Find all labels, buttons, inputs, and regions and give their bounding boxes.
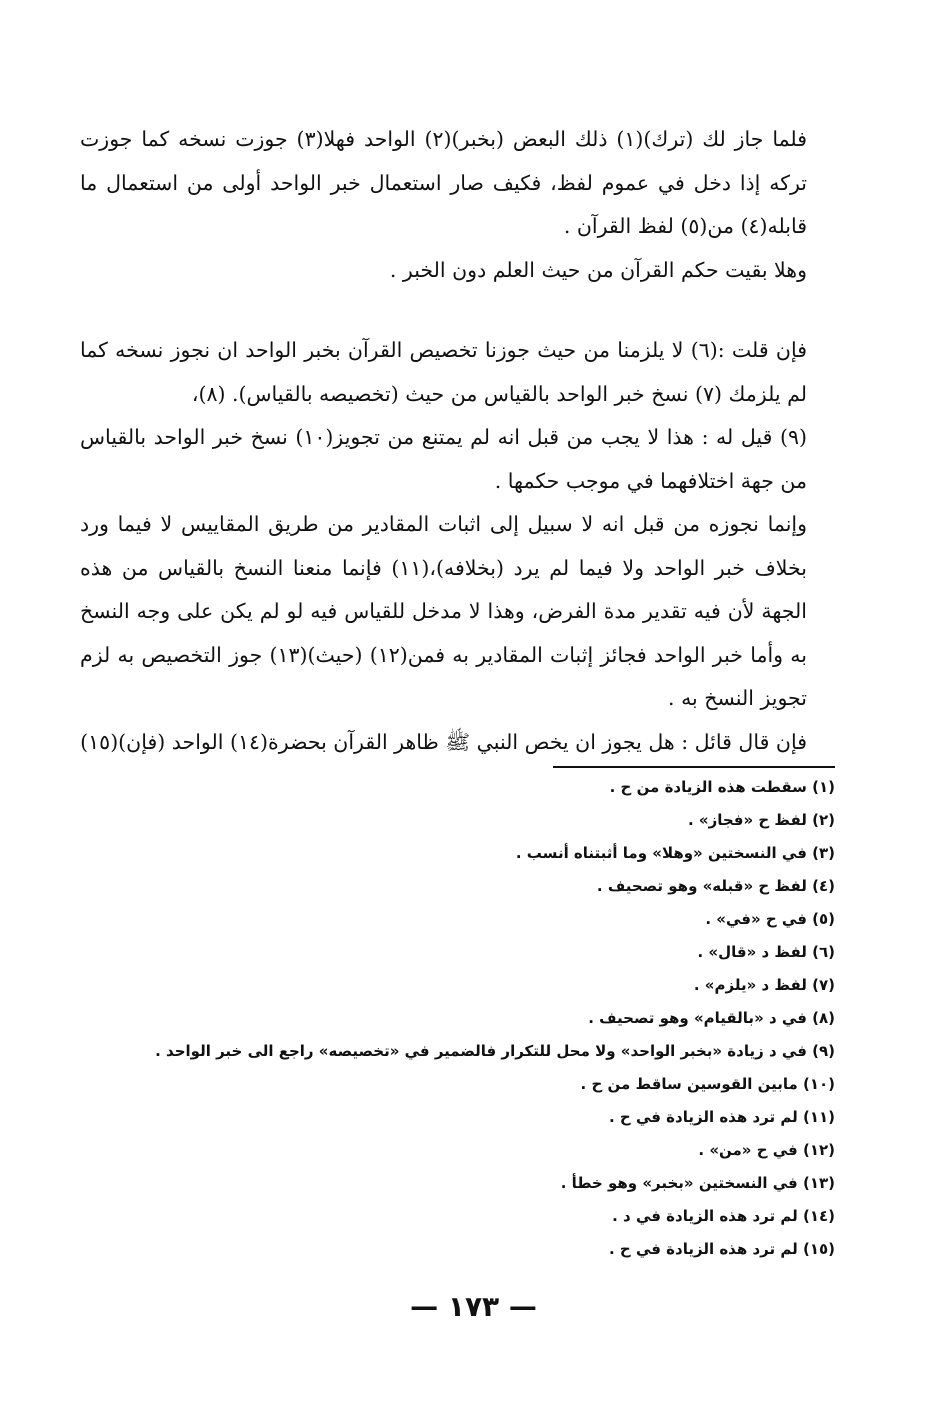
paragraph-6: فإن قال قائل : هل يجوز ان يخص النبي ﷺ ظاهر القرآن بحضرة(١٤) الواحد (فإن)(١٥): [80, 729, 807, 754]
paragraph-2: وهلا بقيت حكم القرآن من حيث العلم دون الخبر .: [389, 257, 807, 282]
paragraph-3: فإن قلت :(٦) لا يلزمنا من حيث جوزنا تخصيص القرآن بخبر الواحد ان نجوز نسخه كما لم يلزمك (٧) نسخ خبر الواحد بالقياس من حيث (تخصيصه بالقياس). (٨)،: [80, 338, 807, 406]
footnote-6: (٦) لفظ د «قال» .: [697, 943, 835, 961]
footnote-3: (٣) في النسختين «وهلا» وما أثبتناه أنسب .: [515, 844, 835, 862]
footnote-9: (٩) في د زيادة «بخبر الواحد» ولا محل للتكرار فالضمير في «تخصيصه» راجع الى خبر الواحد .: [155, 1042, 835, 1060]
paragraph-gap: [80, 292, 835, 329]
main-text: [80, 118, 835, 764]
footnote-2: (٢) لفظ ح «فجاز» .: [687, 811, 835, 829]
footnote-10: (١٠) مابين القوسين ساقط من ح .: [580, 1075, 835, 1093]
footnote-4: (٤) لفظ ح «قبله» وهو تصحيف .: [596, 877, 835, 895]
footnote-11: (١١) لم ترد هذه الزيادة في ح .: [609, 1108, 835, 1126]
footnote-7: (٧) لفظ د «يلزم» .: [693, 976, 835, 994]
footnotes: [155, 771, 835, 1266]
footnote-14: (١٤) لم ترد هذه الزيادة في د .: [612, 1207, 835, 1225]
paragraph-1: فلما جاز لك (ترك)(١) ذلك البعض (بخبر)(٢) الواحد فهلا(٣) جوزت نسخه كما جوزت تركه إذا دخل في عموم لفظ، فكيف صار استعمال خبر الواحد أولى من استعمال ما قابله(٤) من(٥) لفظ القرآن .: [80, 127, 808, 238]
page-number: — ١٧٣ —: [410, 1290, 537, 1323]
footnote-13: (١٣) في النسختين «بخبر» وهو خطأ .: [560, 1174, 835, 1192]
footnote-8: (٨) في د «بالقيام» وهو تصحيف .: [588, 1009, 835, 1027]
footnote-5: (٥) في ح «في» .: [705, 910, 835, 928]
footnote-1: (١) سقطت هذه الزيادة من ح .: [609, 778, 835, 796]
paragraph-5: وإنما نجوزه من قبل انه لا سبيل إلى اثبات المقادير من طريق المقاييس لا فيما ورد بخلاف خبر الواحد ولا فيما لم يرد (بخلافه)،(١١) فإنما منعنا النسخ بالقياس من هذه الجهة لأن فيه تقدير مدة الفرض، وهذا لا مدخل للقياس فيه لو لم يكن على وجه النسخ به وأما خبر الواحد فجائز إثبات المقادير به فمن(١٢) (حيث)(١٣) جوز التخصيص به لزم تجويز النسخ به .: [80, 512, 807, 710]
footnote-12: (١٢) في ح «من» .: [698, 1141, 835, 1159]
footnote-15: (١٥) لم ترد هذه الزيادة في ح .: [609, 1240, 835, 1258]
footnote-separator: [553, 766, 835, 768]
paragraph-4: (٩) قيل له : هذا لا يجب من قبل انه لم يمتنع من تجويز(١٠) نسخ خبر الواحد بالقياس من جهة اختلافهما في موجب حكمها .: [80, 425, 807, 493]
